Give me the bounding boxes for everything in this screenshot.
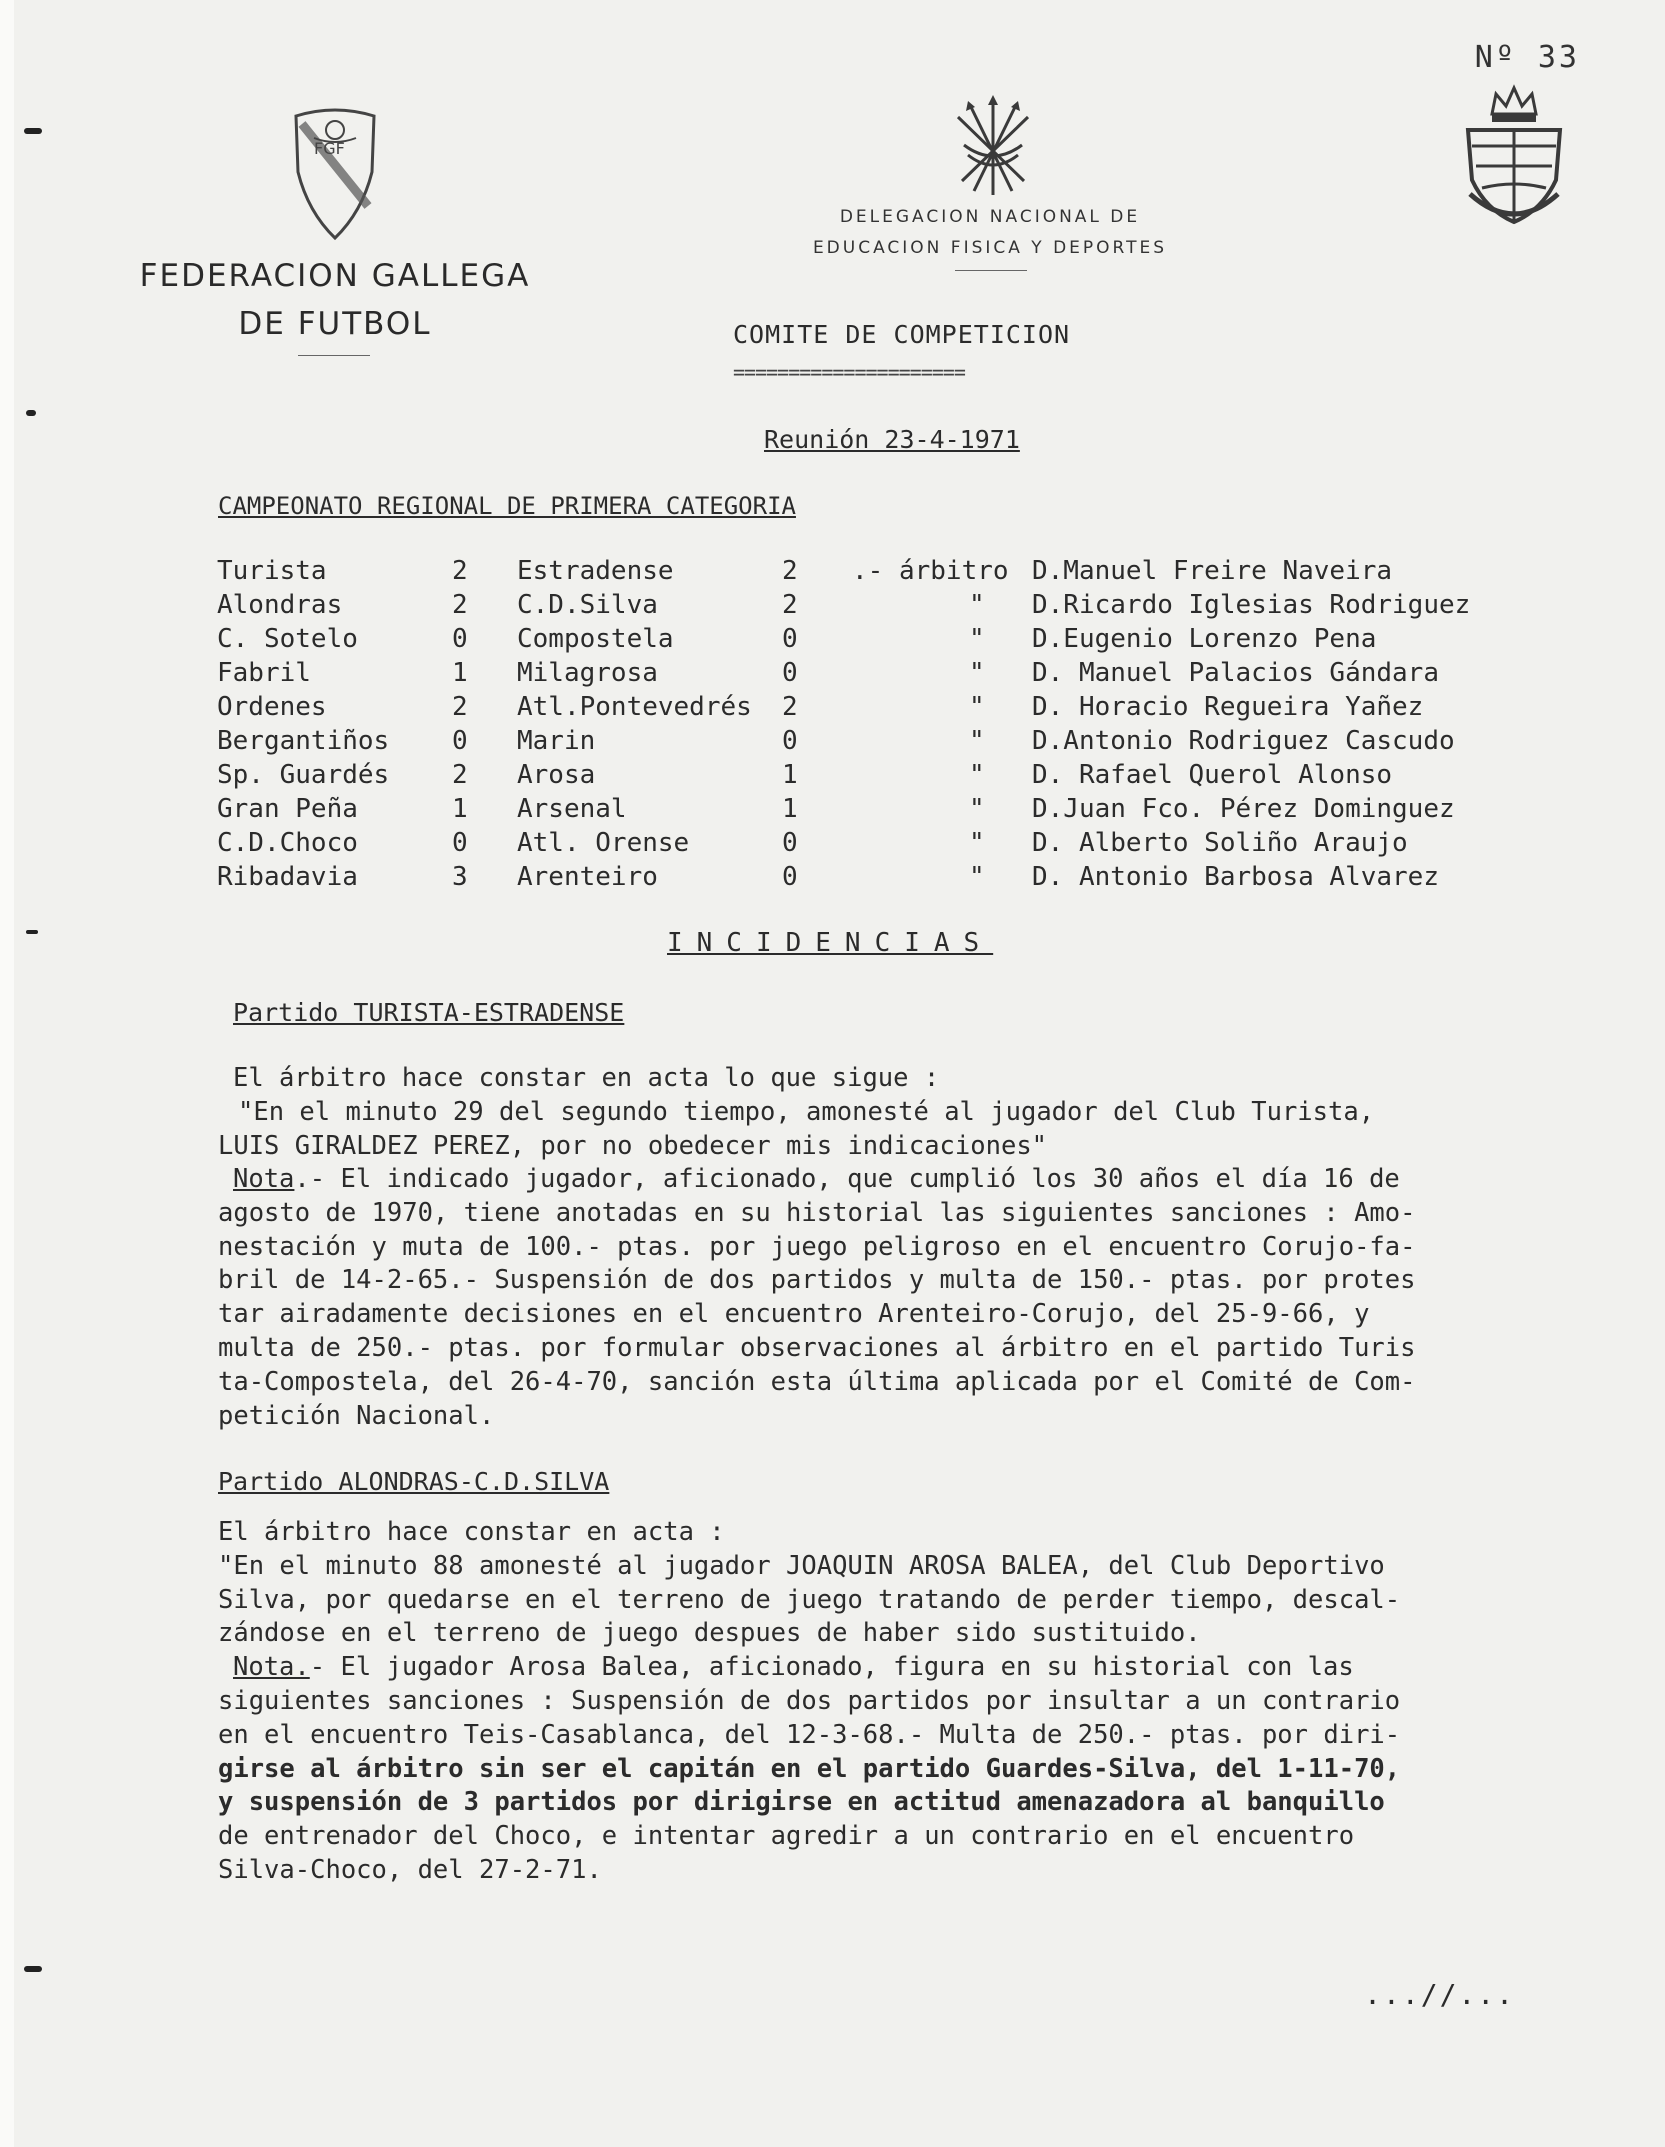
match1-nota-line: bril de 14-2-65.- Suspensión de dos partidos y multa de 150.- ptas. por protes [218, 1265, 1416, 1296]
match1-nota-line: ta-Compostela, del 26-4-70, sanción esta última aplicada por el Comité de Com- [218, 1366, 1416, 1397]
yoke-and-arrows-emblem [950, 95, 1036, 201]
match2-nota-line: Silva-Choco, del 27-2-71. [218, 1854, 602, 1885]
ditto-mark: " [969, 726, 985, 756]
away-team: Milagrosa [517, 658, 658, 688]
match1-nota-line: tar airadamente decisiones en el encuentro Arenteiro-Corujo, del 25-9-66, y [218, 1299, 1370, 1330]
home-score: 0 [452, 726, 468, 756]
binder-hole [24, 128, 42, 134]
match1-line: El árbitro hace constar en acta lo que sigue : [233, 1063, 940, 1093]
crowned-crest-emblem [1462, 84, 1566, 226]
meeting-date: Reunión 23-4-1971 [764, 425, 1020, 454]
match2-heading: Partido ALONDRAS-C.D.SILVA [218, 1467, 610, 1496]
incidents-heading: INCIDENCIAS [667, 928, 994, 958]
match1-nota-line: petición Nacional. [218, 1400, 495, 1431]
match1-note [218, 1163, 1415, 1433]
away-score: 0 [782, 862, 798, 892]
referee-name: D.Eugenio Lorenzo Pena [1032, 624, 1377, 654]
match2-line: zándose en el terreno de juego despues de haber sido sustituido. [218, 1618, 1201, 1649]
delegation-line2: EDUCACION FISICA Y DEPORTES [812, 238, 1168, 258]
delegation-name [785, 202, 1195, 264]
away-team: Arosa [517, 760, 596, 790]
match2-nota-line: girse al árbitro sin ser el capitán en el partido Guardes-Silva, del 1-11-70, [218, 1753, 1401, 1784]
away-team: Marin [517, 726, 596, 756]
match1-nota-label: Nota [233, 1164, 295, 1194]
home-team: Turista [217, 556, 327, 586]
binder-hole [24, 1966, 42, 1972]
home-score: 0 [452, 828, 468, 858]
away-team: C.D.Silva [517, 590, 658, 620]
home-team: Fabril [217, 658, 311, 688]
match2-nota-line: en el encuentro Teis-Casablanca, del 12-3-68.- Multa de 250.- ptas. por diri- [218, 1719, 1401, 1750]
away-team: Atl. Orense [517, 828, 690, 858]
match2-nota-line: y suspensión de 3 partidos por dirigirse en actitud amenazadora al banquillo [218, 1787, 1385, 1818]
away-team: Estradense [517, 556, 674, 586]
federation-rule [298, 355, 370, 356]
away-team: Arenteiro [517, 862, 658, 892]
away-score: 2 [782, 590, 798, 620]
home-score: 0 [452, 624, 468, 654]
referee-name: D. Alberto Soliño Araujo [1032, 828, 1408, 858]
away-score: 0 [782, 658, 798, 688]
match1-report [218, 1062, 1375, 1163]
document-number: Nº 33 [1474, 40, 1580, 75]
referee-label: .- árbitro [852, 556, 1009, 586]
home-team: Sp. Guardés [217, 760, 390, 790]
match2-line: El árbitro hace constar en acta : [218, 1517, 725, 1547]
match1-line: "En el minuto 29 del segundo tiempo, amonesté al jugador del Club Turista, [238, 1096, 1375, 1127]
svg-text:FGF: FGF [314, 139, 345, 158]
home-team: Ordenes [217, 692, 327, 722]
home-score: 2 [452, 692, 468, 722]
home-team: Bergantiños [217, 726, 390, 756]
match1-heading: Partido TURISTA-ESTRADENSE [233, 998, 625, 1027]
federation-line1: FEDERACION GALLEGA [139, 258, 531, 294]
home-score: 2 [452, 556, 468, 586]
away-team: Arsenal [517, 794, 627, 824]
home-score: 1 [452, 794, 468, 824]
referee-name: D. Rafael Querol Alonso [1032, 760, 1393, 790]
away-score: 1 [782, 794, 798, 824]
home-team: C. Sotelo [217, 624, 358, 654]
referee-name: D.Antonio Rodriguez Cascudo [1032, 726, 1455, 756]
home-team: Alondras [217, 590, 343, 620]
referee-name: D. Manuel Palacios Gándara [1032, 658, 1439, 688]
ditto-mark: " [969, 624, 985, 654]
home-team: Gran Peña [217, 794, 358, 824]
away-team: Compostela [517, 624, 674, 654]
match2-nota-label: Nota. [233, 1652, 310, 1683]
committee-title: COMITE DE COMPETICION [733, 320, 1071, 349]
ditto-mark: " [969, 590, 985, 620]
federation-line2: DE FUTBOL [238, 306, 432, 342]
home-team: Ribadavia [217, 862, 358, 892]
binder-hole [26, 930, 38, 934]
match1-nota-line: multa de 250.- ptas. por formular observaciones al árbitro en el partido Turis [218, 1332, 1416, 1363]
away-team: Atl.Pontevedrés [517, 692, 752, 722]
delegation-rule [955, 270, 1027, 271]
match2-nota-line: siguientes sanciones : Suspensión de dos partidos por insultar a un contrario [218, 1685, 1401, 1716]
away-score: 1 [782, 760, 798, 790]
binder-hole [26, 410, 36, 416]
federation-shield-logo [292, 102, 378, 242]
match2-report [218, 1516, 1400, 1888]
delegation-line1: DELEGACION NACIONAL DE [839, 207, 1141, 227]
referee-name: D. Horacio Regueira Yañez [1032, 692, 1424, 722]
home-score: 1 [452, 658, 468, 688]
match1-nota-line: agosto de 1970, tiene anotadas en su historial las siguientes sanciones : Amo- [218, 1197, 1416, 1228]
away-score: 0 [782, 828, 798, 858]
referee-name: D.Juan Fco. Pérez Dominguez [1032, 794, 1455, 824]
page-edge [0, 0, 14, 2147]
home-score: 2 [452, 590, 468, 620]
ditto-mark: " [969, 828, 985, 858]
match1-line: LUIS GIRALDEZ PEREZ, por no obedecer mis indicaciones" [218, 1130, 1048, 1161]
away-score: 2 [782, 692, 798, 722]
referee-name: D.Ricardo Iglesias Rodriguez [1032, 590, 1471, 620]
referee-name: D.Manuel Freire Naveira [1032, 556, 1393, 586]
match2-line: Silva, por quedarse en el terreno de juego tratando de perder tiempo, descal- [218, 1584, 1401, 1615]
ditto-mark: " [969, 658, 985, 688]
referee-name: D. Antonio Barbosa Alvarez [1032, 862, 1439, 892]
committee-double-underline: ===================== [733, 360, 965, 384]
ditto-mark: " [969, 692, 985, 722]
match2-line: "En el minuto 88 amonesté al jugador JOAQUIN AROSA BALEA, del Club Deportivo [218, 1550, 1385, 1581]
championship-heading: CAMPEONATO REGIONAL DE PRIMERA CATEGORIA [218, 492, 796, 520]
home-team: C.D.Choco [217, 828, 358, 858]
away-score: 0 [782, 624, 798, 654]
ditto-mark: " [969, 862, 985, 892]
away-score: 0 [782, 726, 798, 756]
match2-nota-line: de entrenador del Choco, e intentar agredir a un contrario en el encuentro [218, 1821, 1355, 1852]
match2-nota-first: - El jugador Arosa Balea, aficionado, figura en su historial con las [309, 1652, 1354, 1683]
away-score: 2 [782, 556, 798, 586]
home-score: 2 [452, 760, 468, 790]
match1-nota-line: nestación y muta de 100.- ptas. por juego peligroso en el encuentro Corujo-fa- [218, 1231, 1416, 1262]
home-score: 3 [452, 862, 468, 892]
ditto-mark: " [969, 760, 985, 790]
ditto-mark: " [969, 794, 985, 824]
match1-nota-first: .- El indicado jugador, aficionado, que cumplió los 30 años el día 16 de [294, 1164, 1400, 1194]
continuation-mark: ...//... [1364, 1978, 1515, 2011]
federation-name [100, 252, 570, 348]
